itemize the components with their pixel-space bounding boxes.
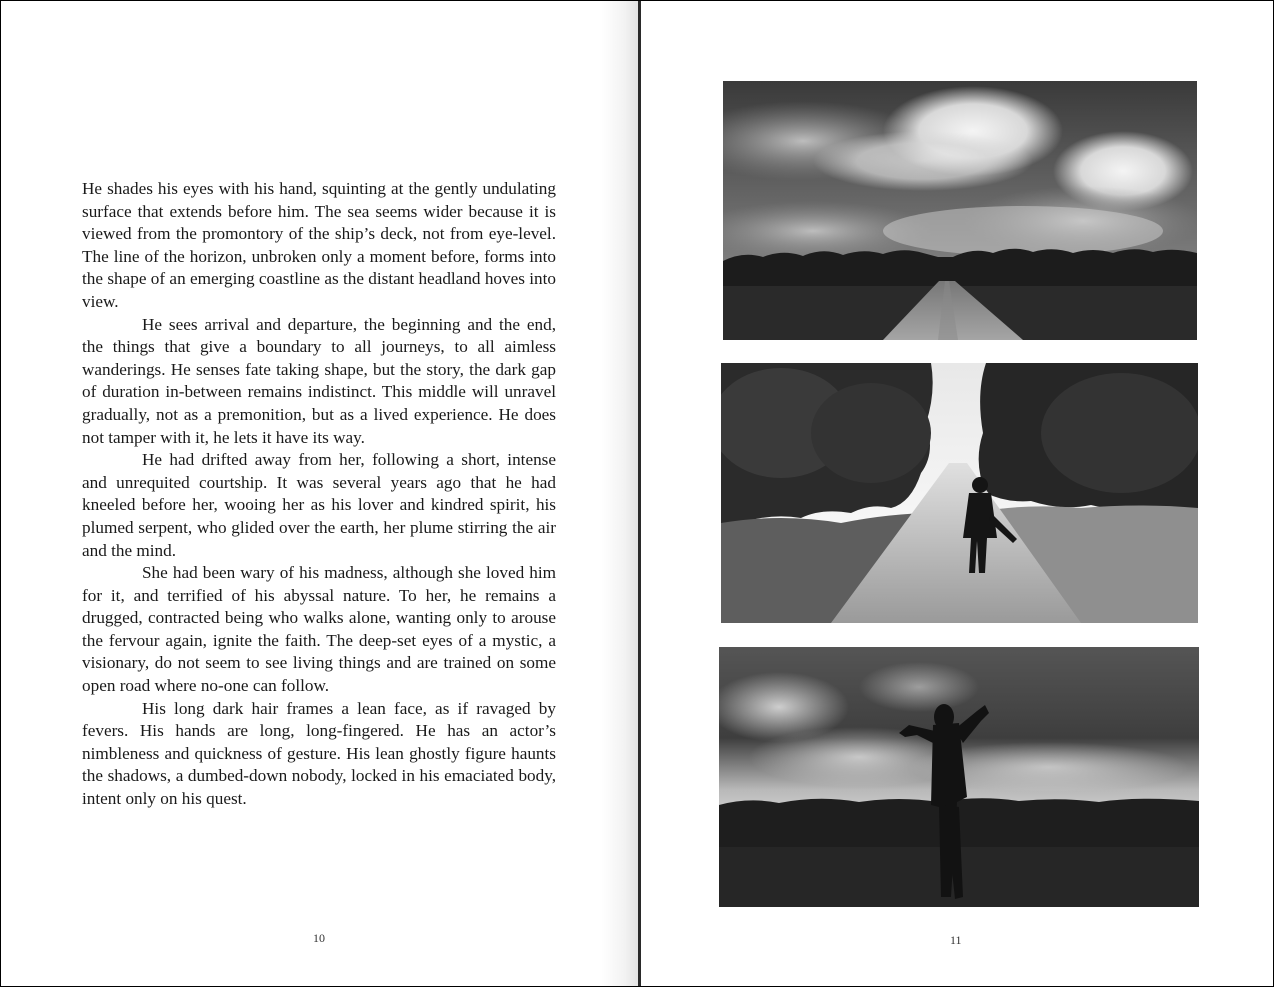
- left-page: [1, 1, 638, 986]
- page-number-left: 10: [313, 931, 325, 945]
- paragraph-5: His long dark hair frames a lean face, as if ravaged by fevers. His hands are long, long-fingered. He has an actor’s nimbleness and quickness of gesture. His lean ghostly figure haunts the shadows, a dumbed-down nobody, locked in his emaciated body, intent only on his quest.: [82, 698, 556, 809]
- photo-clouds-road: [723, 81, 1197, 340]
- photo-man-walking-image: [721, 363, 1198, 623]
- photo-clouds-road-image: [723, 81, 1197, 340]
- page-number-right: 11: [950, 933, 962, 947]
- photo-silhouette-figure-image: [719, 647, 1199, 907]
- body-text: [82, 178, 556, 811]
- paragraph-4: She had been wary of his madness, although she loved him for it, and terrified of his abyssal nature. To her, he remains a drugged, contracted being who walks alone, wanting only to arouse the fervour again, ignite the faith. The deep-set eyes of a mystic, a visionary, do not seem to see living things and are trained on some open road where no-one can follow.: [82, 563, 556, 696]
- right-page: [641, 1, 1273, 986]
- paragraph-3: He had drifted away from her, following a short, intense and unrequited courtship. It was several years ago that he had kneeled before her, wooing her as his lover and kindred spirit, his plumed serpent, who glided over the earth, her plume stirring the air and the mind.: [82, 450, 556, 560]
- paragraph-2: He sees arrival and departure, the beginning and the end, the things that give a boundary to all journeys, to all aimless wanderings. He senses fate taking shape, but the story, the dark gap of duration in-between remains indistinct. This middle will unravel gradually, not as a premonition, but as a lived experience. He does not tamper with it, he lets it have its way.: [82, 314, 556, 447]
- photo-man-walking: [721, 363, 1198, 623]
- paragraph-1: He shades his eyes with his hand, squinting at the gently undulating surface that extends before him. The sea seems wider because it is viewed from the promontory of the ship’s deck, not from eye-level. The line of the horizon, unbroken only a moment before, forms into the shape of an emerging coastline as the distant headland hoves into view.: [82, 179, 556, 311]
- photo-silhouette-figure: [719, 647, 1199, 907]
